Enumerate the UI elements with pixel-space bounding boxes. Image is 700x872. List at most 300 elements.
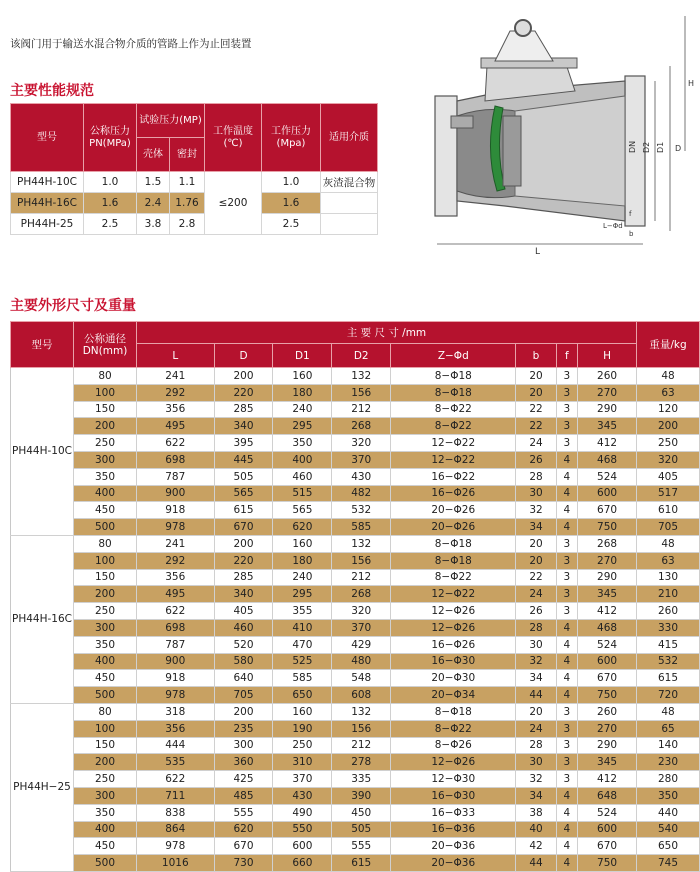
label-f: f bbox=[629, 210, 632, 218]
dims-cell: 525 bbox=[273, 653, 332, 670]
dims-cell: 864 bbox=[137, 821, 215, 838]
dims-cell: 356 bbox=[137, 401, 215, 418]
dims-cell: 410 bbox=[273, 619, 332, 636]
dims-cell: 4 bbox=[556, 485, 577, 502]
dims-cell: 8−Φ22 bbox=[391, 401, 516, 418]
table-row bbox=[11, 468, 700, 485]
dims-cell: 900 bbox=[137, 653, 215, 670]
dims-cell: 300 bbox=[74, 787, 137, 804]
dims-cell: 20−Φ36 bbox=[391, 838, 516, 855]
dims-cell: 300 bbox=[74, 451, 137, 468]
spec-cell-medium-empty bbox=[321, 193, 378, 214]
dims-cell: 3 bbox=[556, 552, 577, 569]
dims-cell: 3 bbox=[556, 703, 577, 720]
table-row bbox=[11, 552, 700, 569]
dims-cell: 356 bbox=[137, 569, 215, 586]
table-row bbox=[11, 535, 700, 552]
dims-cell: 670 bbox=[578, 670, 637, 687]
dims-cell: 405 bbox=[637, 468, 700, 485]
dims-col-4: Z−Φd bbox=[391, 344, 516, 368]
dims-cell: 260 bbox=[578, 368, 637, 385]
label-D1: D1 bbox=[656, 141, 665, 153]
dims-cell: 650 bbox=[273, 687, 332, 704]
dims-cell: 12−Φ30 bbox=[391, 771, 516, 788]
dims-cell: 285 bbox=[214, 401, 273, 418]
dims-cell: 3 bbox=[556, 771, 577, 788]
dims-cell: 12−Φ26 bbox=[391, 754, 516, 771]
table-row bbox=[11, 670, 700, 687]
dims-col-3: D2 bbox=[332, 344, 391, 368]
dims-cell: 585 bbox=[273, 670, 332, 687]
dims-cell: 640 bbox=[214, 670, 273, 687]
table-row bbox=[11, 720, 700, 737]
dims-cell: 200 bbox=[74, 754, 137, 771]
dims-cell: 390 bbox=[332, 787, 391, 804]
dims-cell: 12−Φ26 bbox=[391, 603, 516, 620]
dims-cell: 20 bbox=[516, 384, 556, 401]
dims-cell: 345 bbox=[578, 754, 637, 771]
dims-cell: 150 bbox=[74, 569, 137, 586]
dims-cell: 300 bbox=[214, 737, 273, 754]
dims-cell: 48 bbox=[637, 703, 700, 720]
dims-cell: 4 bbox=[556, 821, 577, 838]
dims-cell: 241 bbox=[137, 535, 215, 552]
spec-cell-shell: 2.4 bbox=[137, 193, 170, 214]
dims-cell: 4 bbox=[556, 838, 577, 855]
dims-cell: 212 bbox=[332, 569, 391, 586]
dims-cell: 480 bbox=[332, 653, 391, 670]
dims-cell: 335 bbox=[332, 771, 391, 788]
dims-cell: 350 bbox=[74, 468, 137, 485]
dims-cell: 32 bbox=[516, 502, 556, 519]
dims-cell: 180 bbox=[273, 384, 332, 401]
dims-cell: 38 bbox=[516, 804, 556, 821]
dims-cell: 412 bbox=[578, 771, 637, 788]
table-row bbox=[11, 384, 700, 401]
dims-cell: 555 bbox=[332, 838, 391, 855]
dims-cell: 200 bbox=[214, 368, 273, 385]
dims-cell: 978 bbox=[137, 519, 215, 536]
dims-cell: 20−Φ26 bbox=[391, 502, 516, 519]
spec-header-shell: 壳体 bbox=[137, 138, 170, 172]
dims-cell: 3 bbox=[556, 737, 577, 754]
spec-cell-seal: 1.76 bbox=[170, 193, 205, 214]
dims-cell: 16−Φ26 bbox=[391, 636, 516, 653]
dims-cell: 318 bbox=[137, 703, 215, 720]
dims-cell: 745 bbox=[637, 855, 700, 872]
dims-cell: 600 bbox=[578, 653, 637, 670]
dims-cell: 532 bbox=[332, 502, 391, 519]
dims-cell: 24 bbox=[516, 586, 556, 603]
dims-cell: 290 bbox=[578, 569, 637, 586]
dims-cell: 395 bbox=[214, 435, 273, 452]
table-row bbox=[11, 435, 700, 452]
dims-cell: 16−Φ22 bbox=[391, 468, 516, 485]
spec-header-pn: 公称压力PN(MPa) bbox=[84, 104, 137, 172]
dims-cell: 615 bbox=[637, 670, 700, 687]
table-row bbox=[11, 636, 700, 653]
dims-cell: 12−Φ22 bbox=[391, 435, 516, 452]
dims-cell: 400 bbox=[74, 821, 137, 838]
dims-model-cell: PH44H-16C bbox=[11, 535, 74, 703]
dims-cell: 4 bbox=[556, 619, 577, 636]
dims-cell: 240 bbox=[273, 401, 332, 418]
dims-cell: 241 bbox=[137, 368, 215, 385]
dims-cell: 350 bbox=[74, 804, 137, 821]
dims-cell: 160 bbox=[273, 703, 332, 720]
dims-cell: 200 bbox=[214, 535, 273, 552]
dims-cell: 22 bbox=[516, 401, 556, 418]
dims-cell: 670 bbox=[578, 838, 637, 855]
dims-cell: 450 bbox=[332, 804, 391, 821]
dims-cell: 20−Φ36 bbox=[391, 855, 516, 872]
dims-cell: 28 bbox=[516, 468, 556, 485]
dims-cell: 370 bbox=[332, 619, 391, 636]
dims-cell: 698 bbox=[137, 451, 215, 468]
table-row bbox=[11, 451, 700, 468]
dims-cell: 450 bbox=[74, 838, 137, 855]
table-row bbox=[11, 737, 700, 754]
label-b: b bbox=[629, 230, 634, 238]
table-row bbox=[11, 754, 700, 771]
dims-cell: 4 bbox=[556, 653, 577, 670]
dims-cell: 34 bbox=[516, 787, 556, 804]
dims-cell: 468 bbox=[578, 619, 637, 636]
dims-cell: 100 bbox=[74, 720, 137, 737]
spec-header-temp: 工作温度(℃) bbox=[205, 104, 262, 172]
dims-cell: 425 bbox=[214, 771, 273, 788]
dims-cell: 350 bbox=[637, 787, 700, 804]
dims-cell: 295 bbox=[273, 418, 332, 435]
dims-cell: 156 bbox=[332, 552, 391, 569]
dims-cell: 608 bbox=[332, 687, 391, 704]
dims-cell: 220 bbox=[214, 552, 273, 569]
dims-cell: 28 bbox=[516, 737, 556, 754]
dims-cell: 500 bbox=[74, 855, 137, 872]
dims-cell: 705 bbox=[637, 519, 700, 536]
dims-cell: 250 bbox=[74, 435, 137, 452]
dims-cell: 4 bbox=[556, 519, 577, 536]
dims-cell: 12−Φ22 bbox=[391, 586, 516, 603]
dims-cell: 200 bbox=[74, 418, 137, 435]
dims-col-0: L bbox=[137, 344, 215, 368]
dims-cell: 320 bbox=[332, 435, 391, 452]
spec-cell-model: PH44H-10C bbox=[11, 172, 84, 193]
dims-cell: 80 bbox=[74, 368, 137, 385]
dims-cell: 340 bbox=[214, 418, 273, 435]
dims-cell: 370 bbox=[273, 771, 332, 788]
dims-cell: 3 bbox=[556, 586, 577, 603]
dims-cell: 20 bbox=[516, 535, 556, 552]
dims-cell: 260 bbox=[637, 603, 700, 620]
dims-cell: 360 bbox=[214, 754, 273, 771]
label-D2: D2 bbox=[642, 141, 651, 153]
dims-cell: 978 bbox=[137, 838, 215, 855]
dims-cell: 350 bbox=[74, 636, 137, 653]
dims-cell: 16−Φ26 bbox=[391, 485, 516, 502]
dims-cell: 622 bbox=[137, 435, 215, 452]
spec-cell-seal: 2.8 bbox=[170, 214, 205, 235]
table-row bbox=[11, 653, 700, 670]
dims-cell: 4 bbox=[556, 468, 577, 485]
dims-cell: 8−Φ18 bbox=[391, 384, 516, 401]
dims-cell: 720 bbox=[637, 687, 700, 704]
spec-cell-model: PH44H-16C bbox=[11, 193, 84, 214]
dims-cell: 400 bbox=[74, 653, 137, 670]
dims-model-cell: PH44H−25 bbox=[11, 703, 74, 871]
dims-cell: 8−Φ22 bbox=[391, 418, 516, 435]
dims-cell: 150 bbox=[74, 737, 137, 754]
dims-cell: 220 bbox=[214, 384, 273, 401]
dims-cell: 30 bbox=[516, 754, 556, 771]
dims-cell: 400 bbox=[273, 451, 332, 468]
label-L: L bbox=[535, 247, 541, 256]
dims-cell: 600 bbox=[273, 838, 332, 855]
dims-col-6: f bbox=[556, 344, 577, 368]
dims-cell: 26 bbox=[516, 603, 556, 620]
dims-header-dn: 公称通径DN(mm) bbox=[74, 322, 137, 368]
dims-cell: 268 bbox=[332, 586, 391, 603]
dims-cell: 20−Φ26 bbox=[391, 519, 516, 536]
table-row bbox=[11, 703, 700, 720]
dims-cell: 405 bbox=[214, 603, 273, 620]
dims-cell: 495 bbox=[137, 418, 215, 435]
dims-cell: 140 bbox=[637, 737, 700, 754]
dims-cell: 450 bbox=[74, 670, 137, 687]
spec-cell-pn: 1.6 bbox=[84, 193, 137, 214]
dims-cell: 4 bbox=[556, 855, 577, 872]
dims-cell: 8−Φ22 bbox=[391, 720, 516, 737]
dims-cell: 250 bbox=[74, 603, 137, 620]
spec-cell-work: 1.6 bbox=[262, 193, 321, 214]
label-zd: L−Φd bbox=[603, 222, 623, 230]
dims-cell: 8−Φ18 bbox=[391, 368, 516, 385]
dims-section-title: 主要外形尺寸及重量 bbox=[10, 298, 136, 314]
dims-cell: 978 bbox=[137, 687, 215, 704]
dims-cell: 3 bbox=[556, 569, 577, 586]
dims-cell: 32 bbox=[516, 771, 556, 788]
dims-cell: 705 bbox=[214, 687, 273, 704]
dims-cell: 34 bbox=[516, 519, 556, 536]
spec-cell-shell: 1.5 bbox=[137, 172, 170, 193]
spec-cell-pn: 1.0 bbox=[84, 172, 137, 193]
dims-cell: 918 bbox=[137, 502, 215, 519]
dims-cell: 535 bbox=[137, 754, 215, 771]
spec-row bbox=[11, 214, 378, 235]
dims-cell: 430 bbox=[332, 468, 391, 485]
dims-cell: 28 bbox=[516, 619, 556, 636]
dims-cell: 3 bbox=[556, 535, 577, 552]
dims-cell: 240 bbox=[273, 569, 332, 586]
dims-cell: 3 bbox=[556, 754, 577, 771]
dims-cell: 150 bbox=[74, 401, 137, 418]
dims-cell: 505 bbox=[214, 468, 273, 485]
dims-cell: 565 bbox=[273, 502, 332, 519]
spec-header-test: 试验压力(MP) bbox=[137, 104, 205, 138]
dims-cell: 698 bbox=[137, 619, 215, 636]
dims-cell: 8−Φ18 bbox=[391, 552, 516, 569]
dims-cell: 26 bbox=[516, 451, 556, 468]
spec-table bbox=[10, 103, 378, 235]
dims-cell: 670 bbox=[578, 502, 637, 519]
dims-cell: 1016 bbox=[137, 855, 215, 872]
spec-cell-medium: 灰渣混合物 bbox=[321, 172, 378, 193]
table-row bbox=[11, 586, 700, 603]
dims-cell: 345 bbox=[578, 418, 637, 435]
dims-cell: 8−Φ22 bbox=[391, 569, 516, 586]
dims-cell: 620 bbox=[214, 821, 273, 838]
dims-cell: 750 bbox=[578, 687, 637, 704]
dims-cell: 180 bbox=[273, 552, 332, 569]
table-row bbox=[11, 418, 700, 435]
dims-cell: 34 bbox=[516, 670, 556, 687]
dims-cell: 212 bbox=[332, 737, 391, 754]
dims-cell: 540 bbox=[637, 821, 700, 838]
dims-cell: 340 bbox=[214, 586, 273, 603]
dims-model-cell: PH44H-10C bbox=[11, 368, 74, 536]
dims-cell: 16−Φ33 bbox=[391, 804, 516, 821]
dims-cell: 20−Φ30 bbox=[391, 670, 516, 687]
dims-cell: 270 bbox=[578, 552, 637, 569]
spec-cell-pn: 2.5 bbox=[84, 214, 137, 235]
dims-cell: 750 bbox=[578, 519, 637, 536]
dims-cell: 200 bbox=[74, 586, 137, 603]
dims-cell: 130 bbox=[637, 569, 700, 586]
dims-cell: 120 bbox=[637, 401, 700, 418]
dims-cell: 787 bbox=[137, 468, 215, 485]
dims-cell: 48 bbox=[637, 535, 700, 552]
dims-cell: 160 bbox=[273, 368, 332, 385]
dims-cell: 132 bbox=[332, 368, 391, 385]
dims-cell: 4 bbox=[556, 502, 577, 519]
dims-cell: 290 bbox=[578, 401, 637, 418]
dims-cell: 370 bbox=[332, 451, 391, 468]
dims-cell: 30 bbox=[516, 636, 556, 653]
dims-cell: 615 bbox=[214, 502, 273, 519]
dims-cell: 787 bbox=[137, 636, 215, 653]
dims-cell: 285 bbox=[214, 569, 273, 586]
dims-cell: 63 bbox=[637, 384, 700, 401]
dims-cell: 412 bbox=[578, 435, 637, 452]
spec-header-seal: 密封 bbox=[170, 138, 205, 172]
dims-cell: 24 bbox=[516, 435, 556, 452]
dims-cell: 20 bbox=[516, 368, 556, 385]
dims-cell: 490 bbox=[273, 804, 332, 821]
dims-cell: 320 bbox=[332, 603, 391, 620]
dims-cell: 268 bbox=[332, 418, 391, 435]
dims-cell: 8−Φ18 bbox=[391, 703, 516, 720]
spec-header-work: 工作压力(Mpa) bbox=[262, 104, 321, 172]
dims-cell: 615 bbox=[332, 855, 391, 872]
spec-header-medium: 适用介质 bbox=[321, 104, 378, 172]
dims-cell: 292 bbox=[137, 384, 215, 401]
dims-cell: 345 bbox=[578, 586, 637, 603]
dims-cell: 500 bbox=[74, 687, 137, 704]
dims-cell: 460 bbox=[214, 619, 273, 636]
dims-cell: 445 bbox=[214, 451, 273, 468]
dims-cell: 235 bbox=[214, 720, 273, 737]
dims-cell: 565 bbox=[214, 485, 273, 502]
dims-cell: 280 bbox=[637, 771, 700, 788]
dims-cell: 12−Φ22 bbox=[391, 451, 516, 468]
dims-cell: 355 bbox=[273, 603, 332, 620]
dims-col-1: D bbox=[214, 344, 273, 368]
dims-cell: 750 bbox=[578, 855, 637, 872]
dims-header-weight: 重量/kg bbox=[637, 322, 700, 368]
table-row bbox=[11, 569, 700, 586]
dims-cell: 468 bbox=[578, 451, 637, 468]
spec-section-title: 主要性能规范 bbox=[10, 83, 94, 99]
dims-cell: 429 bbox=[332, 636, 391, 653]
dims-cell: 132 bbox=[332, 703, 391, 720]
table-row bbox=[11, 603, 700, 620]
spec-cell-shell: 3.8 bbox=[137, 214, 170, 235]
dims-cell: 40 bbox=[516, 821, 556, 838]
dims-cell: 4 bbox=[556, 804, 577, 821]
dims-cell: 16−Φ30 bbox=[391, 787, 516, 804]
dims-col-2: D1 bbox=[273, 344, 332, 368]
dims-cell: 270 bbox=[578, 720, 637, 737]
dims-cell: 430 bbox=[273, 787, 332, 804]
dims-cell: 520 bbox=[214, 636, 273, 653]
dims-cell: 160 bbox=[273, 535, 332, 552]
dims-cell: 4 bbox=[556, 636, 577, 653]
label-D: D bbox=[675, 144, 682, 153]
dims-cell: 8−Φ18 bbox=[391, 535, 516, 552]
table-row bbox=[11, 804, 700, 821]
spec-cell-model: PH44H-25 bbox=[11, 214, 84, 235]
dims-cell: 555 bbox=[214, 804, 273, 821]
table-row bbox=[11, 502, 700, 519]
dims-cell: 610 bbox=[637, 502, 700, 519]
dims-cell: 278 bbox=[332, 754, 391, 771]
table-row bbox=[11, 787, 700, 804]
table-row bbox=[11, 687, 700, 704]
dims-cell: 350 bbox=[273, 435, 332, 452]
dims-cell: 415 bbox=[637, 636, 700, 653]
dims-cell: 838 bbox=[137, 804, 215, 821]
spec-row bbox=[11, 172, 378, 193]
dims-cell: 3 bbox=[556, 368, 577, 385]
dims-cell: 270 bbox=[578, 384, 637, 401]
dims-cell: 80 bbox=[74, 535, 137, 552]
dims-cell: 292 bbox=[137, 552, 215, 569]
dims-cell: 4 bbox=[556, 687, 577, 704]
dims-cell: 44 bbox=[516, 855, 556, 872]
dims-cell: 670 bbox=[214, 838, 273, 855]
dims-cell: 620 bbox=[273, 519, 332, 536]
dims-cell: 42 bbox=[516, 838, 556, 855]
dims-cell: 524 bbox=[578, 468, 637, 485]
dims-cell: 8−Φ26 bbox=[391, 737, 516, 754]
dims-cell: 230 bbox=[637, 754, 700, 771]
table-row bbox=[11, 401, 700, 418]
dims-cell: 356 bbox=[137, 720, 215, 737]
dims-cell: 3 bbox=[556, 418, 577, 435]
label-DN: DN bbox=[628, 140, 637, 153]
spec-row bbox=[11, 193, 378, 214]
dims-cell: 515 bbox=[273, 485, 332, 502]
dims-cell: 460 bbox=[273, 468, 332, 485]
dims-cell: 100 bbox=[74, 552, 137, 569]
dims-cell: 156 bbox=[332, 384, 391, 401]
dims-cell: 210 bbox=[637, 586, 700, 603]
dims-cell: 250 bbox=[74, 771, 137, 788]
dims-cell: 444 bbox=[137, 737, 215, 754]
table-row bbox=[11, 368, 700, 385]
dims-cell: 3 bbox=[556, 384, 577, 401]
dims-cell: 585 bbox=[332, 519, 391, 536]
